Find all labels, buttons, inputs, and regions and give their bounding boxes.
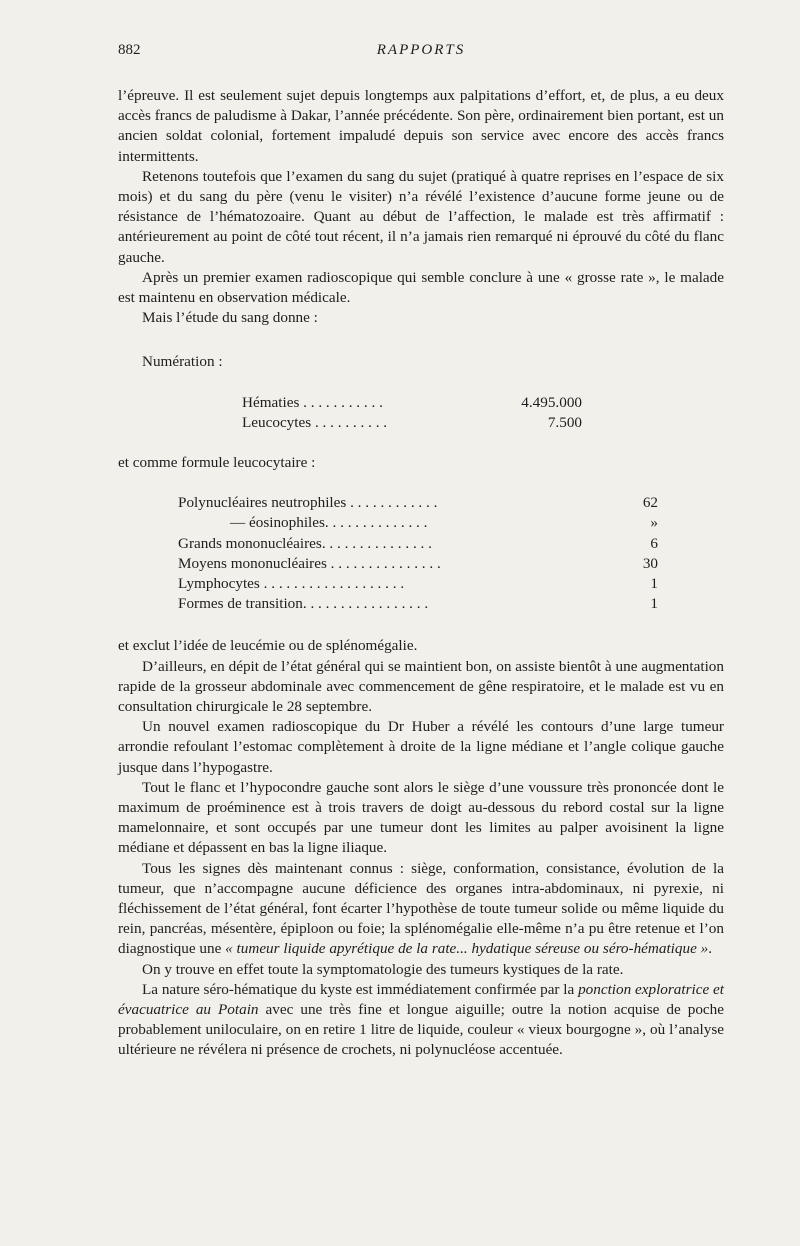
leucocyte-formula-table — [178, 493, 658, 614]
row-value: 1 — [650, 595, 658, 613]
running-title: RAPPORTS — [376, 42, 466, 58]
table-row — [178, 594, 658, 614]
paragraph: Tout le flanc et l’hypocondre gauche sont alors le siège d’une voussure très prononcée dont le maximum de proéminence est à trois travers de doigt au-dessous du rebord costal sur la ligne mamelonnaire, et sont occupés par une tumeur dont les limites au palper avoisinent la ligne médiane et dépassent en bas la ligne iliaque. — [118, 778, 724, 857]
paragraph-text: La nature séro-hématique du kyste est immédiatement confirmée par la — [142, 980, 579, 998]
row-value: 4.495.000 — [521, 393, 582, 411]
diagnosis-italic: « tumeur liquide apyrétique de la rate... hydatique séreuse ou séro-hématique » — [225, 940, 709, 958]
paragraph-text: avec une très fine et longue aiguille; outre la notion acquise de poche probablement uniloculaire, on en retire 1 litre de liquide, couleur « vieux bourgogne », où l’analyse ultérieure ne révélera ni présence de crochets, ni polynucléose accentuée. — [118, 1001, 724, 1059]
row-value: 7.500 — [547, 413, 582, 431]
table-row — [178, 554, 658, 574]
paragraph: Après un premier examen radioscopique qui semble conclure à une « grosse rate », le malade est maintenu en observation médicale. — [118, 268, 724, 307]
row-label: Polynucléaires neutrophiles . . . . . . . . . . . . — [178, 494, 438, 512]
paragraph-text: Tous les signes dès maintenant connus : siège, conformation, consistance, évolution de la tumeur, que n’accompagne aucune déficience des organes intra-abdominaux, ni pyrexie, ni fléchissement de l’état général, font écarter l’hypothèse de toute tumeur solide ou même liquide du rein, pancréas, mésentère, épiploon ou foie; la splénomégalie elle-même n’a pu être retenue et l’on diagnostique une — [118, 859, 724, 958]
paragraph — [118, 980, 724, 1061]
table-row — [178, 493, 658, 513]
table-row — [178, 534, 658, 554]
paragraph-text: . — [708, 940, 713, 958]
paragraph: l’épreuve. Il est seulement sujet depuis longtemps aux palpitations d’effort, et, de plus, a eu deux accès francs de paludisme à Dakar, l’année précédente. Son père, ordinairement bien portant, est un ancien soldat colonial, fortement impaludé depuis son service avec encore des accès francs intermittents. — [118, 87, 724, 165]
table-row — [242, 393, 582, 413]
paragraph: et comme formule leucocytaire : — [118, 454, 316, 472]
row-label: Hématies . . . . . . . . . . . — [242, 393, 383, 411]
numeration-table — [242, 393, 582, 433]
table-row — [178, 574, 658, 594]
paragraph: Retenons toutefois que l’examen du sang du sujet (pratiqué à quatre reprises en l’espace de six mois) et du sang du père (venu le visiter) n’a révélé l’existence d’aucune forme jeune ou de résistance de l’hématozoaire. Quant au début de l’affection, le malade est très affirmatif : antérieurement au point de côté tout récent, il n’a jamais rien remarqué ni éprouvé du côté du flanc gauche. — [118, 167, 724, 266]
table-row — [242, 413, 582, 433]
row-value: 30 — [642, 554, 658, 572]
row-label: — éosinophiles. . . . . . . . . . . . . . — [230, 514, 428, 532]
article-body — [118, 86, 724, 1061]
row-value: 62 — [642, 494, 658, 512]
paragraph: Mais l’étude du sang donne : — [142, 309, 318, 327]
paragraph — [118, 859, 724, 960]
numeration-label: Numération : — [142, 353, 223, 371]
paragraph: D’ailleurs, en dépit de l’état général qui se maintient bon, on assiste bientôt à une augmentation rapide de la grosseur abdominale avec commencement de gêne respiratoire, et le malade est vu en consultation chirurgicale le 28 septembre. — [118, 657, 724, 715]
row-label: Formes de transition. . . . . . . . . . . . . . . . . — [178, 595, 429, 613]
procedure-italic: ponction exploratrice et évacuatrice au Potain — [118, 980, 724, 1018]
row-value: » — [650, 514, 658, 532]
table-row — [178, 513, 658, 533]
paragraph: et exclut l’idée de leucémie ou de splénomégalie. — [118, 637, 418, 655]
page-number: 882 — [118, 42, 141, 58]
row-value: 1 — [650, 574, 658, 592]
paragraph: On y trouve en effet toute la symptomatologie des tumeurs kystiques de la rate. — [142, 960, 624, 978]
row-label: Leucocytes . . . . . . . . . . — [242, 413, 388, 431]
row-label: Lymphocytes . . . . . . . . . . . . . . . . . . . — [178, 574, 405, 592]
page-header — [118, 42, 724, 66]
row-label: Moyens mononucléaires . . . . . . . . . . . . . . . — [178, 554, 441, 572]
row-value: 6 — [650, 534, 658, 552]
row-label: Grands mononucléaires. . . . . . . . . . . . . . . — [178, 534, 432, 552]
paragraph: Un nouvel examen radioscopique du Dr Huber a révélé les contours d’une large tumeur arrondie refoulant l’estomac complètement à droite de la ligne médiane et l’angle colique gauche jusque dans l’hypogastre. — [118, 718, 724, 776]
